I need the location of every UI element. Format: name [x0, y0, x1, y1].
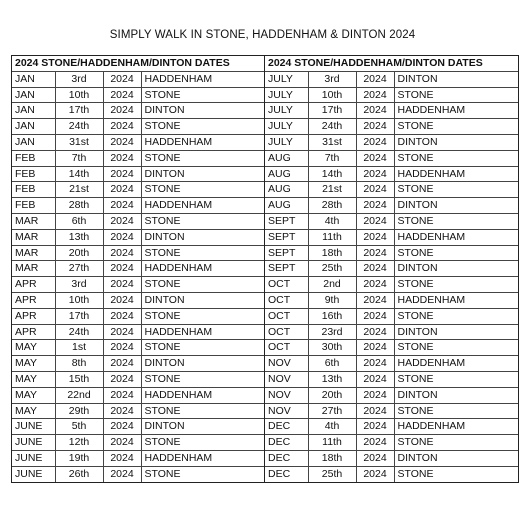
table-row [12, 213, 264, 229]
year-cell: 2024 [103, 182, 141, 198]
table-row [12, 403, 264, 419]
place-cell: HADDENHAM [394, 356, 518, 372]
day-cell: 2nd [308, 277, 356, 293]
place-cell: HADDENHAM [394, 103, 518, 119]
year-cell: 2024 [103, 435, 141, 451]
year-cell: 2024 [103, 277, 141, 293]
year-cell: 2024 [103, 419, 141, 435]
place-cell: STONE [394, 119, 518, 135]
place-cell: DINTON [394, 134, 518, 150]
table-row [265, 292, 518, 308]
day-cell: 17th [55, 103, 103, 119]
month-cell: JUNE [12, 450, 55, 466]
day-cell: 24th [55, 324, 103, 340]
table-row [265, 182, 518, 198]
place-cell: DINTON [141, 229, 264, 245]
table-row [265, 466, 518, 481]
place-cell: STONE [141, 403, 264, 419]
day-cell: 3rd [55, 277, 103, 293]
place-cell: DINTON [394, 71, 518, 87]
year-cell: 2024 [356, 261, 394, 277]
month-cell: OCT [265, 340, 308, 356]
place-cell: HADDENHAM [394, 419, 518, 435]
place-cell: DINTON [394, 261, 518, 277]
month-cell: JAN [12, 71, 55, 87]
month-cell: APR [12, 277, 55, 293]
table-row [265, 340, 518, 356]
month-cell: APR [12, 324, 55, 340]
day-cell: 4th [308, 213, 356, 229]
day-cell: 12th [55, 435, 103, 451]
place-cell: DINTON [141, 292, 264, 308]
place-cell: STONE [394, 308, 518, 324]
month-cell: OCT [265, 292, 308, 308]
day-cell: 27th [308, 403, 356, 419]
table-row [265, 308, 518, 324]
day-cell: 28th [55, 198, 103, 214]
month-cell: JAN [12, 134, 55, 150]
year-cell: 2024 [356, 103, 394, 119]
place-cell: STONE [394, 403, 518, 419]
year-cell: 2024 [356, 292, 394, 308]
year-cell: 2024 [356, 150, 394, 166]
day-cell: 14th [55, 166, 103, 182]
month-cell: OCT [265, 324, 308, 340]
month-cell: MAR [12, 245, 55, 261]
year-cell: 2024 [103, 466, 141, 481]
day-cell: 11th [308, 229, 356, 245]
place-cell: STONE [394, 182, 518, 198]
month-cell: JULY [265, 119, 308, 135]
year-cell: 2024 [356, 387, 394, 403]
year-cell: 2024 [356, 119, 394, 135]
year-cell: 2024 [356, 229, 394, 245]
day-cell: 6th [55, 213, 103, 229]
year-cell: 2024 [103, 166, 141, 182]
table-header: 2024 STONE/HADDENHAM/DINTON DATES [12, 56, 264, 71]
place-cell: STONE [394, 340, 518, 356]
table-row [265, 134, 518, 150]
table-row [265, 150, 518, 166]
place-cell: STONE [394, 213, 518, 229]
month-cell: SEPT [265, 229, 308, 245]
month-cell: FEB [12, 182, 55, 198]
table-row [12, 277, 264, 293]
schedule-sheet [11, 55, 519, 483]
month-cell: MAR [12, 229, 55, 245]
year-cell: 2024 [103, 71, 141, 87]
month-cell: NOV [265, 356, 308, 372]
place-cell: HADDENHAM [394, 292, 518, 308]
month-cell: SEPT [265, 261, 308, 277]
year-cell: 2024 [356, 277, 394, 293]
day-cell: 11th [308, 435, 356, 451]
month-cell: NOV [265, 403, 308, 419]
day-cell: 13th [308, 371, 356, 387]
table-body [265, 71, 518, 481]
month-cell: JUNE [12, 435, 55, 451]
month-cell: DEC [265, 466, 308, 481]
table-row [265, 213, 518, 229]
day-cell: 10th [55, 292, 103, 308]
place-cell: STONE [141, 371, 264, 387]
month-cell: APR [12, 292, 55, 308]
year-cell: 2024 [103, 229, 141, 245]
table-header-row [12, 56, 264, 71]
day-cell: 20th [55, 245, 103, 261]
place-cell: HADDENHAM [141, 387, 264, 403]
table-row [12, 371, 264, 387]
month-cell: MAY [12, 387, 55, 403]
table-row [265, 166, 518, 182]
place-cell: STONE [141, 245, 264, 261]
place-cell: HADDENHAM [141, 198, 264, 214]
day-cell: 23rd [308, 324, 356, 340]
day-cell: 24th [55, 119, 103, 135]
place-cell: STONE [141, 308, 264, 324]
table-row [265, 103, 518, 119]
place-cell: STONE [141, 340, 264, 356]
month-cell: JAN [12, 119, 55, 135]
table-row [12, 71, 264, 87]
month-cell: NOV [265, 371, 308, 387]
table-row [265, 119, 518, 135]
month-cell: MAR [12, 213, 55, 229]
place-cell: STONE [394, 150, 518, 166]
year-cell: 2024 [103, 450, 141, 466]
year-cell: 2024 [103, 261, 141, 277]
month-cell: AUG [265, 150, 308, 166]
place-cell: HADDENHAM [141, 71, 264, 87]
place-cell: STONE [141, 150, 264, 166]
year-cell: 2024 [356, 198, 394, 214]
year-cell: 2024 [356, 308, 394, 324]
place-cell: HADDENHAM [394, 166, 518, 182]
place-cell: STONE [141, 277, 264, 293]
day-cell: 10th [55, 87, 103, 103]
day-cell: 7th [55, 150, 103, 166]
month-cell: DEC [265, 435, 308, 451]
day-cell: 31st [308, 134, 356, 150]
table-row [12, 308, 264, 324]
day-cell: 30th [308, 340, 356, 356]
table-row [12, 340, 264, 356]
table-row [12, 119, 264, 135]
year-cell: 2024 [103, 371, 141, 387]
table-row [265, 198, 518, 214]
place-cell: DINTON [394, 450, 518, 466]
place-cell: HADDENHAM [394, 229, 518, 245]
place-cell: STONE [141, 213, 264, 229]
table-row [265, 419, 518, 435]
day-cell: 3rd [308, 71, 356, 87]
year-cell: 2024 [356, 371, 394, 387]
day-cell: 9th [308, 292, 356, 308]
year-cell: 2024 [103, 340, 141, 356]
place-cell: STONE [394, 371, 518, 387]
year-cell: 2024 [356, 340, 394, 356]
table-row [265, 261, 518, 277]
table-row [12, 229, 264, 245]
day-cell: 8th [55, 356, 103, 372]
place-cell: DINTON [141, 166, 264, 182]
year-cell: 2024 [356, 324, 394, 340]
table-row [265, 245, 518, 261]
day-cell: 3rd [55, 71, 103, 87]
table-row [12, 166, 264, 182]
table-row [12, 261, 264, 277]
place-cell: STONE [141, 435, 264, 451]
month-cell: DEC [265, 419, 308, 435]
day-cell: 18th [308, 450, 356, 466]
day-cell: 1st [55, 340, 103, 356]
year-cell: 2024 [356, 435, 394, 451]
table-header: 2024 STONE/HADDENHAM/DINTON DATES [265, 56, 518, 71]
month-cell: MAY [12, 371, 55, 387]
year-cell: 2024 [356, 419, 394, 435]
table-row [265, 71, 518, 87]
month-cell: FEB [12, 150, 55, 166]
month-cell: JULY [265, 103, 308, 119]
table-row [12, 324, 264, 340]
day-cell: 5th [55, 419, 103, 435]
place-cell: HADDENHAM [141, 324, 264, 340]
month-cell: OCT [265, 277, 308, 293]
day-cell: 17th [308, 103, 356, 119]
month-cell: AUG [265, 166, 308, 182]
table-row [12, 103, 264, 119]
table-row [265, 277, 518, 293]
year-cell: 2024 [356, 71, 394, 87]
day-cell: 16th [308, 308, 356, 324]
month-cell: FEB [12, 166, 55, 182]
table-row [12, 182, 264, 198]
table-row [265, 356, 518, 372]
year-cell: 2024 [103, 387, 141, 403]
year-cell: 2024 [356, 450, 394, 466]
place-cell: STONE [141, 182, 264, 198]
table-row [12, 466, 264, 481]
place-cell: HADDENHAM [141, 134, 264, 150]
year-cell: 2024 [103, 292, 141, 308]
year-cell: 2024 [356, 134, 394, 150]
month-cell: MAY [12, 340, 55, 356]
place-cell: STONE [394, 245, 518, 261]
year-cell: 2024 [103, 308, 141, 324]
schedule-table-right [265, 56, 518, 482]
year-cell: 2024 [103, 403, 141, 419]
year-cell: 2024 [103, 324, 141, 340]
place-cell: STONE [394, 466, 518, 481]
table-row [12, 435, 264, 451]
month-cell: SEPT [265, 245, 308, 261]
month-cell: OCT [265, 308, 308, 324]
year-cell: 2024 [103, 213, 141, 229]
day-cell: 6th [308, 356, 356, 372]
day-cell: 10th [308, 87, 356, 103]
year-cell: 2024 [103, 134, 141, 150]
place-cell: STONE [141, 466, 264, 481]
place-cell: STONE [394, 277, 518, 293]
month-cell: NOV [265, 387, 308, 403]
year-cell: 2024 [103, 356, 141, 372]
month-cell: JULY [265, 87, 308, 103]
table-body [12, 71, 264, 481]
table-header-row [265, 56, 518, 71]
table-row [12, 419, 264, 435]
table-row [265, 371, 518, 387]
month-cell: JUNE [12, 419, 55, 435]
year-cell: 2024 [103, 119, 141, 135]
year-cell: 2024 [356, 466, 394, 481]
place-cell: STONE [394, 87, 518, 103]
table-row [12, 356, 264, 372]
month-cell: MAY [12, 403, 55, 419]
month-cell: AUG [265, 182, 308, 198]
table-row [265, 387, 518, 403]
table-row [12, 87, 264, 103]
year-cell: 2024 [356, 166, 394, 182]
month-cell: MAY [12, 356, 55, 372]
place-cell: STONE [141, 119, 264, 135]
month-cell: FEB [12, 198, 55, 214]
day-cell: 25th [308, 466, 356, 481]
month-cell: JULY [265, 134, 308, 150]
day-cell: 21st [308, 182, 356, 198]
year-cell: 2024 [356, 213, 394, 229]
day-cell: 20th [308, 387, 356, 403]
year-cell: 2024 [356, 356, 394, 372]
day-cell: 7th [308, 150, 356, 166]
place-cell: STONE [141, 87, 264, 103]
page-title: SIMPLY WALK IN STONE, HADDENHAM & DINTON 2024 [109, 29, 416, 41]
month-cell: JAN [12, 87, 55, 103]
year-cell: 2024 [356, 403, 394, 419]
table-row [12, 245, 264, 261]
place-cell: DINTON [141, 356, 264, 372]
day-cell: 21st [55, 182, 103, 198]
day-cell: 26th [55, 466, 103, 481]
place-cell: DINTON [394, 198, 518, 214]
month-cell: SEPT [265, 213, 308, 229]
table-row [265, 87, 518, 103]
table-row [12, 292, 264, 308]
year-cell: 2024 [356, 182, 394, 198]
table-row [265, 435, 518, 451]
day-cell: 19th [55, 450, 103, 466]
month-cell: JUNE [12, 466, 55, 481]
place-cell: DINTON [141, 419, 264, 435]
day-cell: 13th [55, 229, 103, 245]
day-cell: 28th [308, 198, 356, 214]
year-cell: 2024 [103, 245, 141, 261]
place-cell: HADDENHAM [141, 261, 264, 277]
year-cell: 2024 [103, 103, 141, 119]
year-cell: 2024 [103, 87, 141, 103]
place-cell: HADDENHAM [141, 450, 264, 466]
month-cell: MAR [12, 261, 55, 277]
day-cell: 27th [55, 261, 103, 277]
table-row [265, 450, 518, 466]
table-row [12, 387, 264, 403]
table-row [12, 198, 264, 214]
year-cell: 2024 [356, 245, 394, 261]
day-cell: 24th [308, 119, 356, 135]
day-cell: 17th [55, 308, 103, 324]
table-row [12, 150, 264, 166]
month-cell: JULY [265, 71, 308, 87]
schedule-table-left [12, 56, 265, 482]
year-cell: 2024 [103, 150, 141, 166]
day-cell: 22nd [55, 387, 103, 403]
month-cell: JAN [12, 103, 55, 119]
place-cell: DINTON [141, 103, 264, 119]
table-row [12, 134, 264, 150]
table-row [265, 229, 518, 245]
month-cell: AUG [265, 198, 308, 214]
day-cell: 4th [308, 419, 356, 435]
place-cell: DINTON [394, 387, 518, 403]
day-cell: 18th [308, 245, 356, 261]
day-cell: 15th [55, 371, 103, 387]
table-row [12, 450, 264, 466]
year-cell: 2024 [103, 198, 141, 214]
month-cell: APR [12, 308, 55, 324]
year-cell: 2024 [356, 87, 394, 103]
month-cell: DEC [265, 450, 308, 466]
day-cell: 29th [55, 403, 103, 419]
table-row [265, 403, 518, 419]
day-cell: 31st [55, 134, 103, 150]
day-cell: 25th [308, 261, 356, 277]
place-cell: STONE [394, 435, 518, 451]
place-cell: DINTON [394, 324, 518, 340]
table-row [265, 324, 518, 340]
day-cell: 14th [308, 166, 356, 182]
